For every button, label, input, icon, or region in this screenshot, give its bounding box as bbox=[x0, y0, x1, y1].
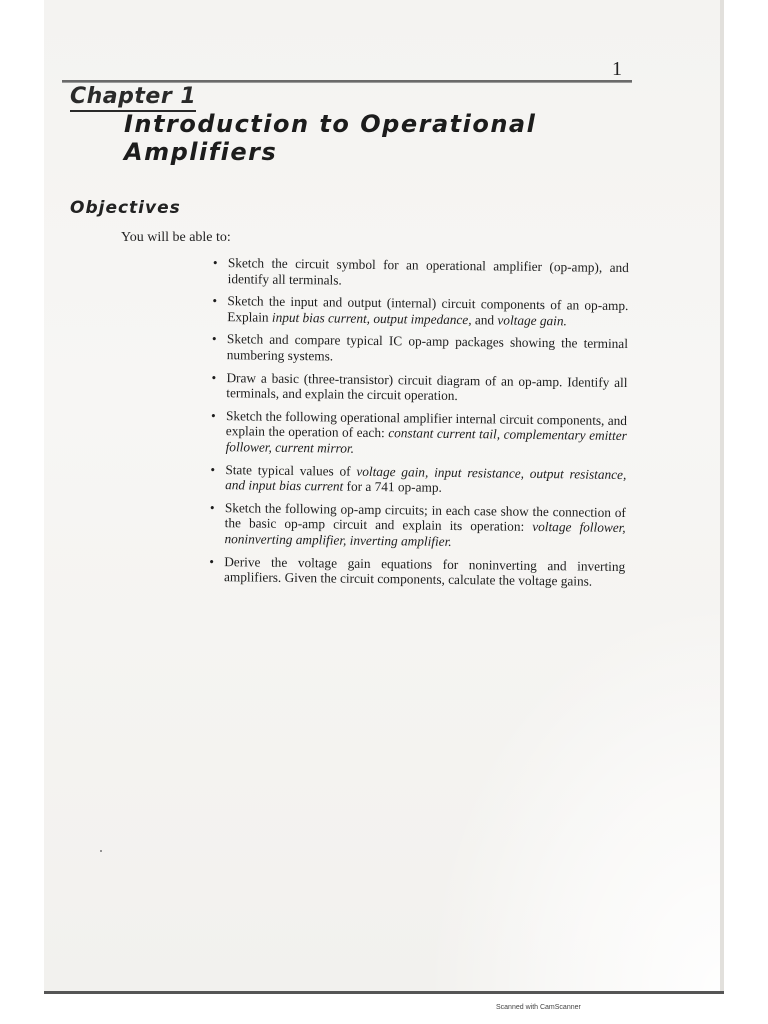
bullet-icon: • bbox=[209, 499, 215, 515]
chapter-title: Introduction to Operational Amplifiers bbox=[124, 110, 537, 166]
scanner-caption: Scanned with CamScanner bbox=[496, 1004, 581, 1011]
page-number: 1 bbox=[612, 58, 622, 80]
objective-item bbox=[212, 331, 628, 367]
section-heading-objectives: Objectives bbox=[70, 198, 181, 218]
bullet-icon: • bbox=[212, 255, 218, 271]
bullet-icon: • bbox=[212, 293, 218, 309]
objective-item bbox=[210, 462, 626, 498]
objective-text: Sketch the input and output (internal) circuit components of an op-amp. Explain bbox=[227, 293, 629, 325]
header-rule bbox=[62, 80, 632, 83]
objective-text: for a 741 op-amp. bbox=[343, 478, 442, 495]
bullet-icon: • bbox=[211, 369, 217, 385]
bullet-icon: • bbox=[210, 407, 216, 423]
chapter-label: Chapter 1 bbox=[70, 84, 196, 112]
objective-italic-term: voltage gain. bbox=[497, 312, 567, 329]
objective-text: Sketch the following op-amp circuits; in each case show the connection of the basic op-amp circuit and explain its operation: bbox=[224, 499, 626, 535]
scan-speck bbox=[100, 850, 102, 852]
page-bottom-edge bbox=[44, 991, 724, 994]
objective-italic-term: input bias current, output impedance, bbox=[271, 309, 472, 327]
objective-text: and bbox=[471, 311, 498, 328]
objective-item bbox=[212, 293, 628, 329]
objective-text: Sketch the following operational amplifier internal circuit components, and explain the operation of each: bbox=[225, 407, 628, 441]
objective-item bbox=[209, 500, 626, 552]
objective-text: Sketch the circuit symbol for an operational amplifier (op-amp), and identify all terminals. bbox=[227, 255, 629, 288]
objective-item bbox=[213, 255, 629, 291]
objective-italic-term: constant current tail, complementary emitter follower, current mirror. bbox=[225, 425, 627, 456]
objective-text: Derive the voltage gain equations for noninverting and inverting amplifiers. Given the circuit components, calculate the voltage gains. bbox=[223, 553, 626, 589]
page-edge bbox=[720, 0, 724, 994]
objectives-list bbox=[209, 255, 629, 597]
objective-text: State typical values of bbox=[225, 461, 357, 479]
bullet-icon: • bbox=[211, 331, 217, 347]
objective-item bbox=[211, 370, 627, 406]
page-lighting-shade bbox=[424, 594, 724, 994]
objective-text: Sketch and compare typical IC op-amp packages showing the terminal numbering systems. bbox=[226, 331, 629, 364]
bullet-icon: • bbox=[210, 461, 216, 477]
objective-item bbox=[211, 408, 628, 460]
objective-italic-term: voltage follower, noninverting amplifier, inverting amplifier. bbox=[224, 519, 626, 549]
objective-text: Draw a basic (three-transistor) circuit diagram of an op-amp. Identify all terminals, and explain the circuit operation. bbox=[226, 369, 628, 404]
objective-italic-term: voltage gain, input resistance, output resistance, and input bias current bbox=[225, 463, 627, 494]
bullet-icon: • bbox=[209, 553, 215, 569]
objectives-intro: You will be able to: bbox=[121, 230, 231, 245]
objective-item bbox=[209, 553, 625, 589]
